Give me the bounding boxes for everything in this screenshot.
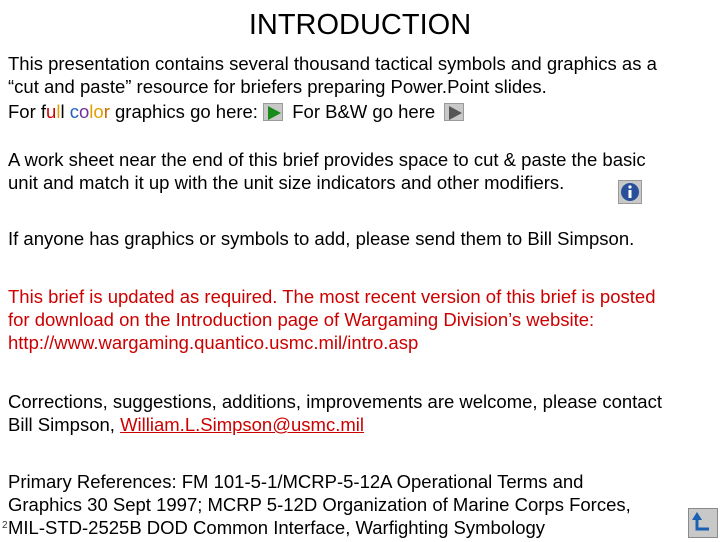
- page-number: 2: [2, 520, 8, 531]
- bw-button[interactable]: [444, 103, 464, 121]
- corrections-prefix: Bill Simpson,: [8, 414, 121, 435]
- update-line-1: This brief is updated as required. The most recent version of this brief is posted: [8, 286, 656, 307]
- full-color-letter: o: [93, 101, 104, 122]
- update-line-2: for download on the Introduction page of Wargaming Division’s website:: [8, 309, 595, 330]
- corrections-line-2: [8, 413, 716, 436]
- worksheet-line-2: unit and match it up with the unit size indicators and other modifiers.: [8, 172, 565, 193]
- worksheet-line-1: A work sheet near the end of this brief provides space to cut & paste the basic: [8, 149, 646, 170]
- info-button[interactable]: [618, 180, 642, 204]
- gray-play-icon: [445, 104, 465, 122]
- corrections-paragraph: [8, 390, 716, 436]
- return-button[interactable]: [688, 508, 718, 538]
- return-arrow-icon: [689, 509, 717, 537]
- website-url[interactable]: http://www.wargaming.quantico.usmc.mil/intro.asp: [8, 332, 419, 353]
- graphics-go-here-text: graphics go here:: [109, 101, 258, 122]
- full-color-letter: r: [103, 101, 110, 122]
- update-paragraph: [8, 285, 716, 354]
- contact-paragraph: [8, 227, 716, 250]
- download-links-row: [8, 100, 716, 123]
- intro-line-2: “cut and paste” resource for briefers preparing Power.Point slides.: [8, 76, 547, 97]
- worksheet-paragraph: [8, 148, 716, 194]
- full-color-letter: l: [60, 101, 65, 122]
- for-prefix: For: [8, 101, 41, 122]
- contact-line: If anyone has graphics or symbols to add, please send them to Bill Simpson.: [8, 228, 635, 249]
- full-color-letter: u: [46, 101, 57, 122]
- full-color-button[interactable]: [263, 103, 283, 121]
- references-line-1: Primary References: FM 101-5-1/MCRP-5-12A Operational Terms and: [8, 471, 584, 492]
- intro-paragraph: [8, 52, 716, 123]
- full-color-letter: f: [40, 101, 47, 122]
- corrections-line-1: Corrections, suggestions, additions, improvements are welcome, please contact: [8, 391, 662, 412]
- references-paragraph: [8, 470, 716, 539]
- full-color-letter: c: [69, 101, 79, 122]
- intro-line-1: This presentation contains several thousand tactical symbols and graphics as a: [8, 53, 657, 74]
- info-icon: [619, 181, 641, 203]
- full-color-letter: l: [56, 101, 61, 122]
- green-play-icon: [264, 104, 284, 122]
- full-color-label: [41, 101, 110, 122]
- full-color-letter: l: [89, 101, 94, 122]
- email-link[interactable]: William.L.Simpson@usmc.mil: [120, 414, 364, 435]
- references-line-3: MIL-STD-2525B DOD Common Interface, Warfighting Symbology: [8, 517, 546, 538]
- references-line-2: Graphics 30 Sept 1997; MCRP 5-12D Organization of Marine Corps Forces,: [8, 494, 631, 515]
- full-color-letter: o: [78, 101, 90, 122]
- bw-label: For B&W go here: [292, 101, 436, 122]
- page-title: INTRODUCTION: [248, 9, 472, 41]
